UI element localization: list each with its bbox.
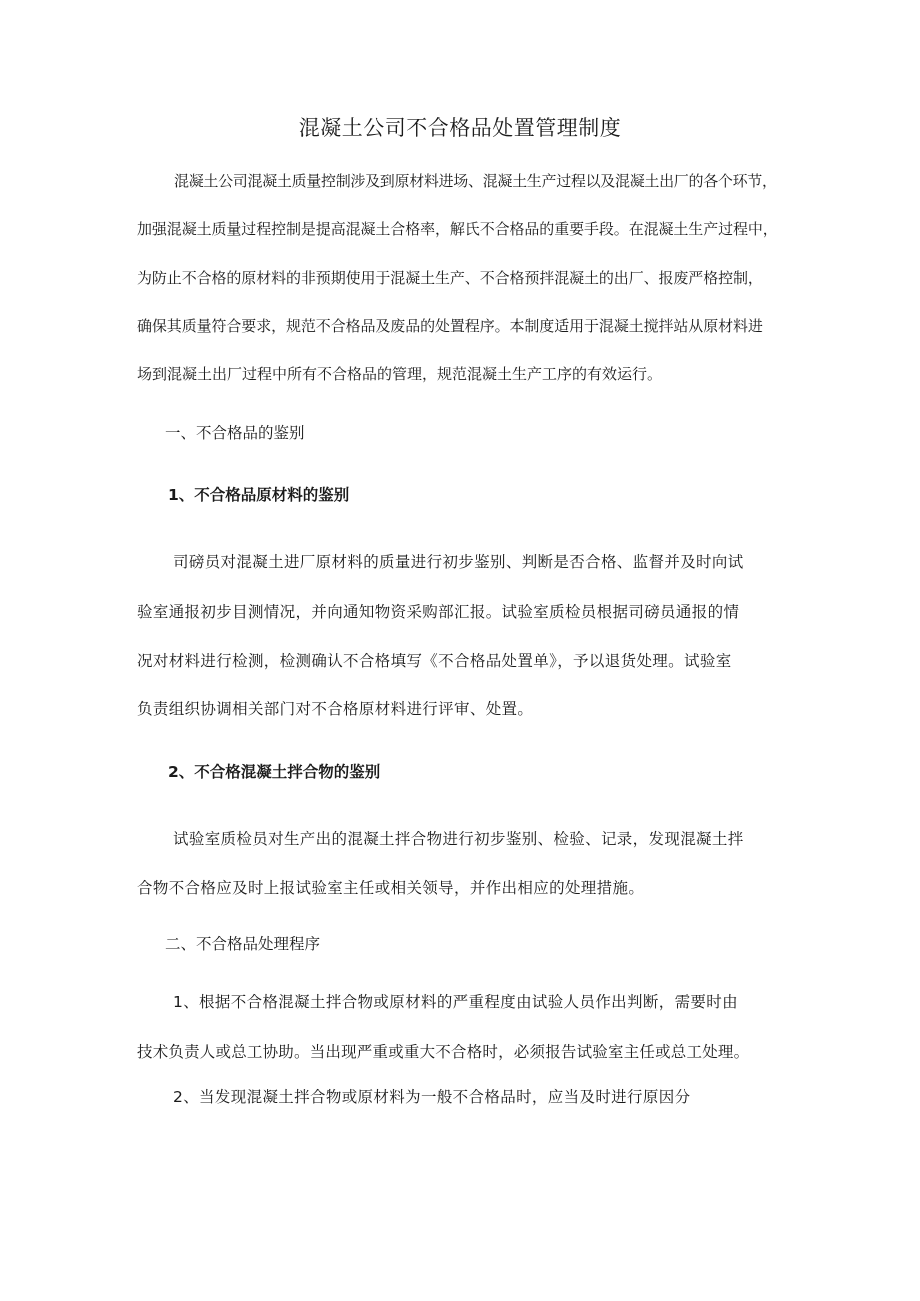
section-2-item-1-line-2: 技术负责人或总工协助。当出现严重或重大不合格时，必须报告试验室主任或总工处理。 bbox=[137, 1043, 750, 1061]
section-1-2-heading: 2、不合格混凝土拌合物的鉴别 bbox=[168, 763, 381, 781]
section-1-1-line-2: 验室通报初步目测情况，并向通知物资采购部汇报。试验室质检员根据司磅员通报的情 bbox=[137, 603, 740, 621]
section-2-item-1-line-1: 1、根据不合格混凝土拌合物或原材料的严重程度由试验人员作出判断，需要时由 bbox=[173, 993, 738, 1011]
intro-line-5: 场到混凝土出厂过程中所有不合格品的管理，规范混凝土生产工序的有效运行。 bbox=[137, 365, 663, 383]
section-1-heading: 一、不合格品的鉴别 bbox=[165, 424, 305, 442]
intro-line-2: 加强混凝土质量过程控制是提高混凝土合格率，解氏不合格品的重要手段。在混凝土生产过程中， bbox=[137, 220, 778, 238]
section-1-2-line-2: 合物不合格应及时上报试验室主任或相关领导，并作出相应的处理措施。 bbox=[137, 879, 645, 897]
section-2-item-2-line-1: 2、当发现混凝土拌合物或原材料为一般不合格品时，应当及时进行原因分 bbox=[173, 1088, 691, 1106]
intro-line-3: 为防止不合格的原材料的非预期使用于混凝土生产、不合格预拌混凝土的出厂、报废严格控制， bbox=[137, 269, 763, 287]
section-1-2-line-1: 试验室质检员对生产出的混凝土拌合物进行初步鉴别、检验、记录，发现混凝土拌 bbox=[173, 830, 744, 848]
section-1-1-line-4: 负责组织协调相关部门对不合格原材料进行评审、处置。 bbox=[137, 700, 534, 718]
section-1-1-line-1: 司磅员对混凝土进厂原材料的质量进行初步鉴别、判断是否合格、监督并及时向试 bbox=[173, 553, 744, 571]
section-2-heading: 二、不合格品处理程序 bbox=[165, 935, 321, 953]
intro-line-1: 混凝土公司混凝土质量控制涉及到原材料进场、混凝土生产过程以及混凝土出厂的各个环节， bbox=[174, 172, 777, 190]
section-1-1-line-3: 况对材料进行检测，检测确认不合格填写《不合格品处置单》，予以退货处理。试验室 bbox=[137, 652, 732, 670]
intro-line-4: 确保其质量符合要求，规范不合格品及废品的处置程序。本制度适用于混凝土搅拌站从原材料进 bbox=[137, 317, 763, 335]
section-1-1-heading: 1、不合格品原材料的鉴别 bbox=[168, 486, 350, 504]
document-title: 混凝土公司不合格品处置管理制度 bbox=[298, 116, 622, 140]
